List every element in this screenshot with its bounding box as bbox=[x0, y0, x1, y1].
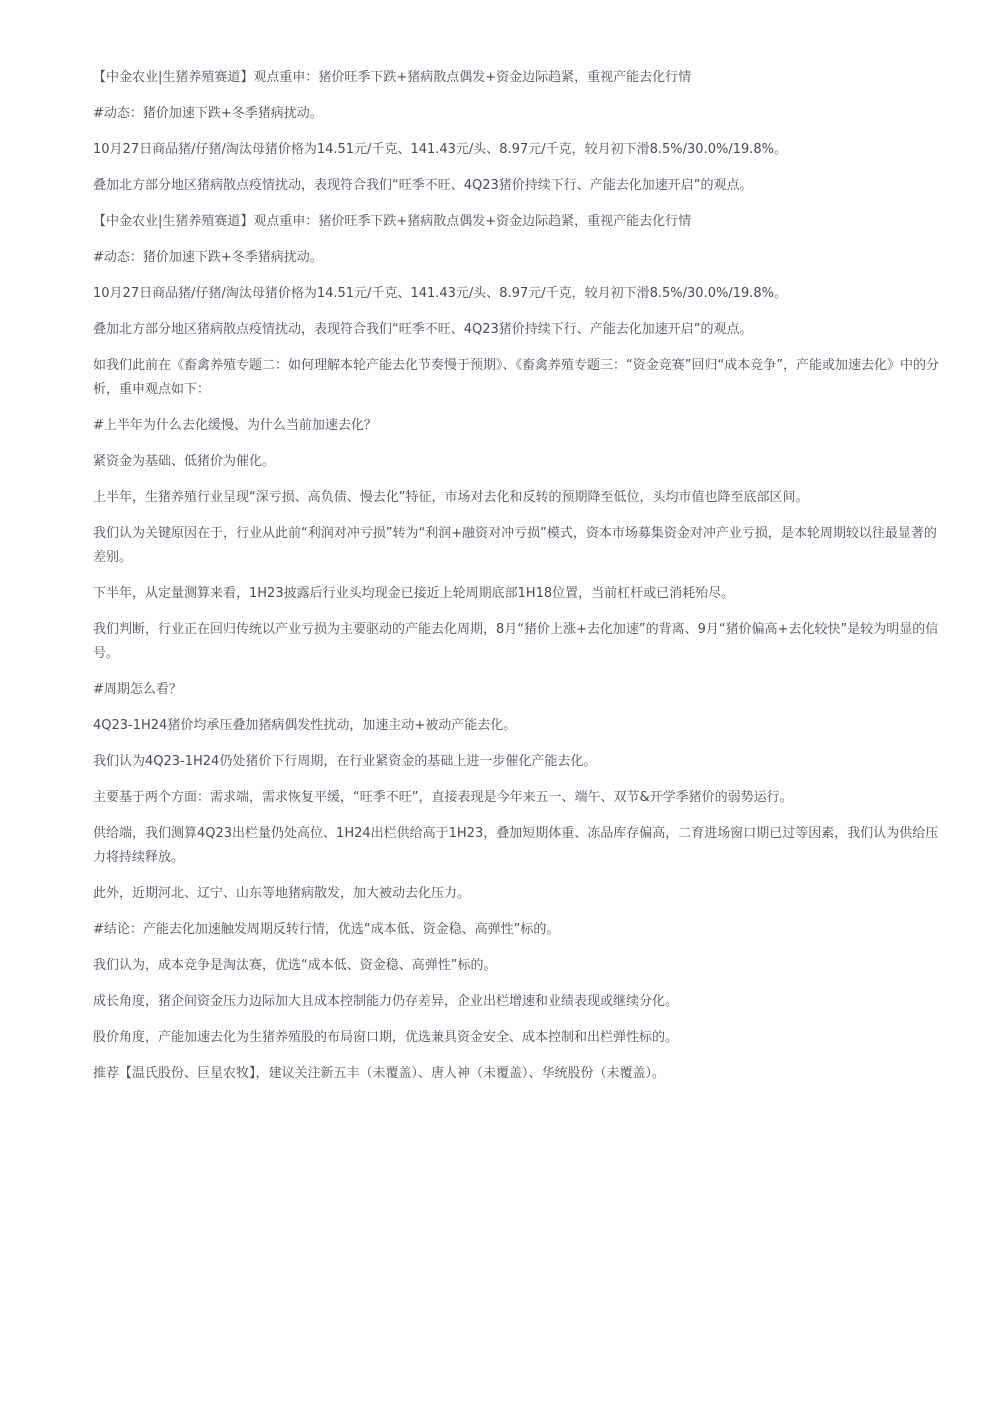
paragraph-capital-catalyst: 紧资金为基础、低猪价为催化。 bbox=[93, 454, 276, 469]
paragraph-supply-side: 供给端，我们测算4Q23出栏量仍处高位、1H24出栏供给高于1H23，叠加短期体重、冻品库存偏高，二育进场窗口期已过等因素，我们认为供给压力将持续释放。 bbox=[93, 826, 939, 865]
paragraph-recommendation: 推荐【温氏股份、巨星农牧】，建议关注新五丰（未覆盖）、唐人神（未覆盖）、华统股份（未覆盖）。 bbox=[93, 1066, 666, 1081]
paragraph-dynamic-heading-repeat: #动态：猪价加速下跌+冬季猪病扰动。 bbox=[93, 250, 323, 265]
paragraph-stock-angle: 股价角度，产能加速去化为生猪养殖股的布局窗口期，优选兼具资金安全、成本控制和出栏弹性标的。 bbox=[93, 1030, 679, 1045]
paragraph-conclusion-heading: #结论：产能去化加速触发周期反转行情，优选“成本低、资金稳、高弹性”标的。 bbox=[93, 922, 560, 937]
paragraph-question-heading: #上半年为什么去化缓慢、为什么当前加速去化？ bbox=[93, 418, 377, 433]
paragraph-judgement: 我们判断，行业正在回归传统以产业亏损为主要驱动的产能去化周期，8月“猪价上涨+去化加速”的背离、9月“猪价偏高+去化较快”是较为明显的信号。 bbox=[93, 622, 939, 661]
paragraph-cost-competition: 我们认为，成本竞争是淘汰赛，优选“成本低、资金稳、高弹性”标的。 bbox=[93, 958, 497, 973]
paragraph-second-half: 下半年，从定量测算来看，1H23披露后行业头均现金已接近上轮周期底部1H18位置，当前杠杆或已消耗殆尽。 bbox=[93, 586, 735, 601]
paragraph-key-reason: 我们认为关键原因在于，行业从此前“利润对冲亏损”转为“利润+融资对冲亏损”模式，资本市场募集资金对冲产业亏损，是本轮周期较以往最显著的差别。 bbox=[93, 526, 937, 565]
paragraph-disease-outbreak: 此外，近期河北、辽宁、山东等地猪病散发，加大被动去化压力。 bbox=[93, 886, 471, 901]
paragraph-cycle-summary: 4Q23-1H24猪价均承压叠加猪病偶发性扰动，加速主动+被动产能去化。 bbox=[93, 718, 517, 733]
paragraph-growth-angle: 成长角度，猪企间资金压力边际加大且成本控制能力仍存差异，企业出栏增速和业绩表现或继续分化。 bbox=[93, 994, 679, 1009]
paragraph-downcycle: 我们认为4Q23-1H24仍处猪价下行周期，在行业紧资金的基础上进一步催化产能去化。 bbox=[93, 754, 597, 769]
paragraph-reference-reports: 如我们此前在《畜禽养殖专题二：如何理解本轮产能去化节奏慢于预期》、《畜禽养殖专题三：“资金竞赛”回归“成本竞争”，产能或加速去化》中的分析，重申观点如下： bbox=[93, 358, 939, 397]
paragraph-title: 【中金农业|生猪养殖赛道】观点重申：猪价旺季下跌+猪病散点偶发+资金边际趋紧，重视产能去化行情 bbox=[93, 70, 692, 85]
paragraph-price-data: 10月27日商品猪/仔猪/淘汰母猪价格为14.51元/千克、141.43元/头、8.97元/千克，较月初下滑8.5%/30.0%/19.8%。 bbox=[93, 142, 788, 157]
paragraph-disease-note-repeat: 叠加北方部分地区猪病散点疫情扰动，表现符合我们“旺季不旺、4Q23猪价持续下行、产能去化加速开启”的观点。 bbox=[93, 322, 753, 337]
paragraph-price-data-repeat: 10月27日商品猪/仔猪/淘汰母猪价格为14.51元/千克、141.43元/头、8.97元/千克，较月初下滑8.5%/30.0%/19.8%。 bbox=[93, 286, 788, 301]
paragraph-demand-side: 主要基于两个方面：需求端，需求恢复平缓，“旺季不旺”，直接表现是今年来五一、端午、双节&开学季猪价的弱势运行。 bbox=[93, 790, 793, 805]
article-body bbox=[93, 66, 945, 1098]
paragraph-title-repeat: 【中金农业|生猪养殖赛道】观点重申：猪价旺季下跌+猪病散点偶发+资金边际趋紧，重视产能去化行情 bbox=[93, 214, 692, 229]
paragraph-cycle-heading: #周期怎么看？ bbox=[93, 682, 182, 697]
paragraph-first-half: 上半年，生猪养殖行业呈现“深亏损、高负债、慢去化”特征，市场对去化和反转的预期降至低位，头均市值也降至底部区间。 bbox=[93, 490, 809, 505]
paragraph-dynamic-heading: #动态：猪价加速下跌+冬季猪病扰动。 bbox=[93, 106, 323, 121]
paragraph-disease-note: 叠加北方部分地区猪病散点疫情扰动，表现符合我们“旺季不旺、4Q23猪价持续下行、产能去化加速开启”的观点。 bbox=[93, 178, 753, 193]
